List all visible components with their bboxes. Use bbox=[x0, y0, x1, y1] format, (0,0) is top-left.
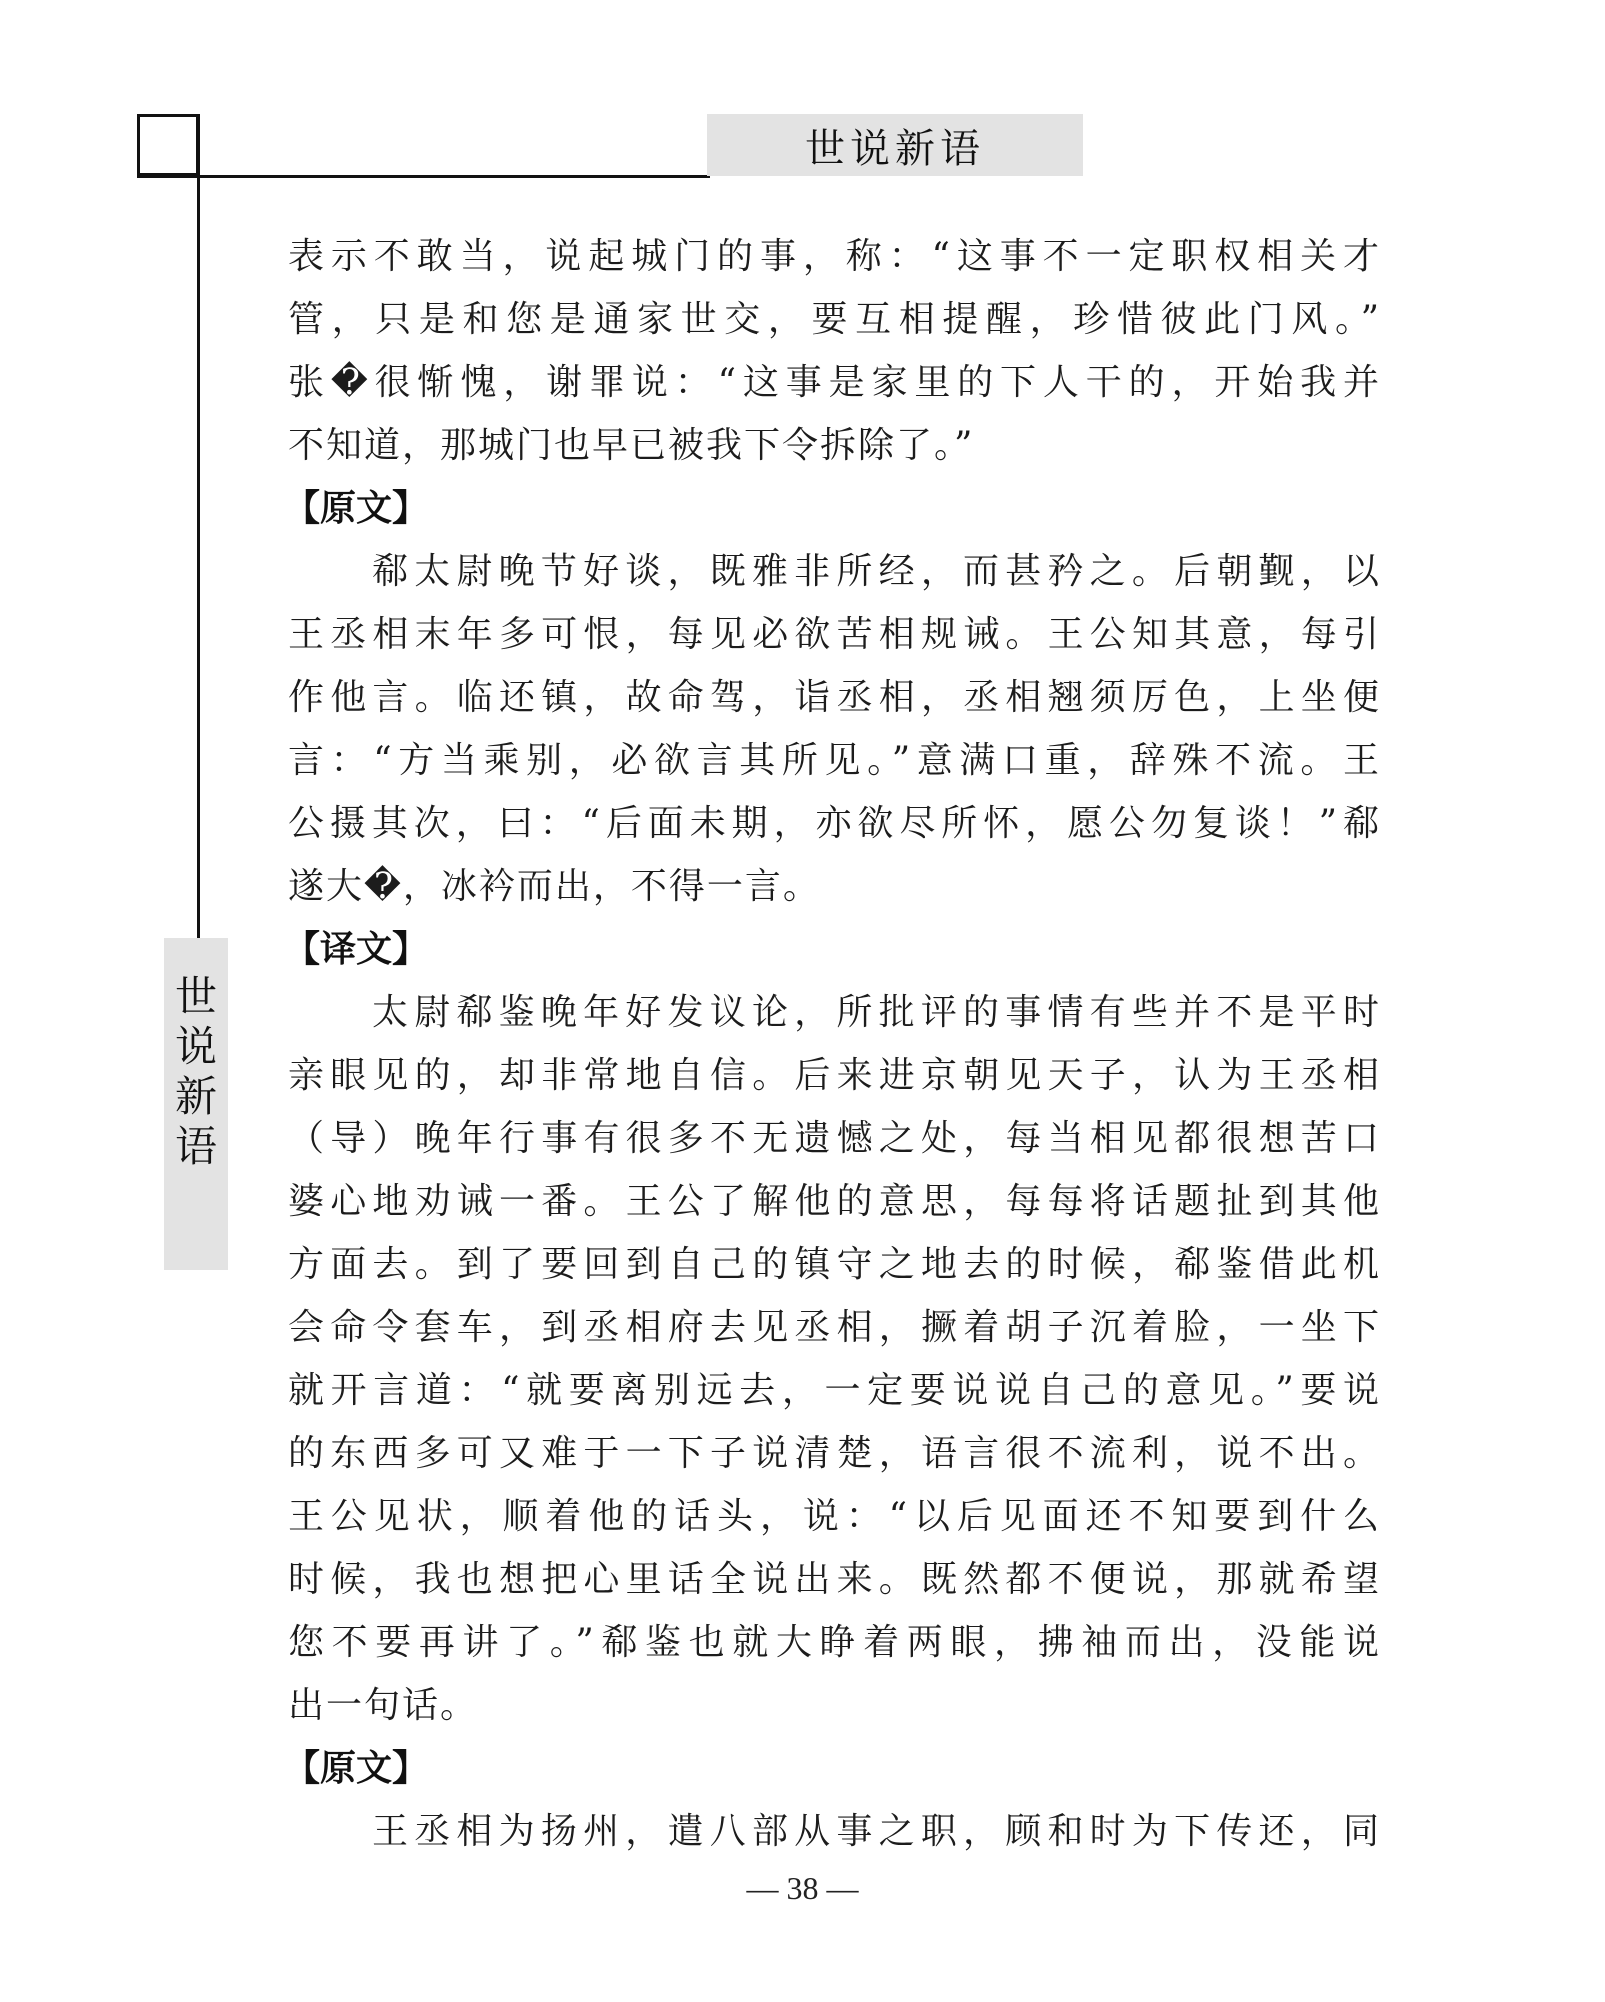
side-tab-book-title bbox=[164, 938, 228, 1270]
text-line: 表示不敢当，说起城门的事，称：“这事不一定职权相关才 bbox=[288, 236, 1380, 277]
text-line: 亲眼见的，却非常地自信。后来进京朝见天子，认为王丞相 bbox=[288, 1055, 1380, 1096]
side-tab-char: 新 bbox=[174, 1072, 217, 1121]
text-line: 就开言道：“就要离别远去，一定要说说自己的意见。”要说 bbox=[288, 1370, 1380, 1411]
side-tab-char: 语 bbox=[174, 1122, 217, 1171]
text-line: 张�很惭愧，谢罪说：“这事是家里的下人干的，开始我并 bbox=[288, 362, 1380, 403]
text-line: （导）晚年行事有很多不无遗憾之处，每当相见都很想苦口 bbox=[288, 1118, 1380, 1159]
text-line: 遂大�，冰衿而出，不得一言。 bbox=[288, 866, 821, 907]
spine-line bbox=[197, 114, 200, 944]
header-rule bbox=[137, 175, 710, 178]
text-line: 您不要再讲了。”郗鉴也就大睁着两眼，拂袖而出，没能说 bbox=[288, 1622, 1380, 1663]
text-line: 王丞相为扬州，遣八部从事之职，顾和时为下传还，同 bbox=[372, 1811, 1380, 1852]
text-line: 管，只是和您是通家世交，要互相提醒，珍惜彼此门风。” bbox=[288, 299, 1380, 340]
section-heading-translation: 【译文】 bbox=[284, 929, 429, 970]
body-text bbox=[284, 225, 1380, 1863]
text-line: 太尉郗鉴晚年好发议论，所批评的事情有些并不是平时 bbox=[372, 992, 1380, 1033]
corner-ornament-box bbox=[137, 114, 199, 176]
text-line: 方面去。到了要回到自己的镇守之地去的时候，郗鉴借此机 bbox=[288, 1244, 1380, 1285]
page-number: — 38 — bbox=[746, 1870, 859, 1906]
text-line: 的东西多可又难于一下子说清楚，语言很不流利，说不出。 bbox=[288, 1433, 1380, 1474]
text-line: 言：“方当乘别，必欲言其所见。”意满口重，辞殊不流。王 bbox=[288, 740, 1380, 781]
text-line: 婆心地劝诫一番。王公了解他的意思，每每将话题扯到其他 bbox=[288, 1181, 1380, 1222]
text-line: 时候，我也想把心里话全说出来。既然都不便说，那就希望 bbox=[288, 1559, 1380, 1600]
text-line: 出一句话。 bbox=[288, 1685, 479, 1726]
text-line: 作他言。临还镇，故命驾，诣丞相，丞相翘须厉色，上坐便 bbox=[288, 677, 1380, 718]
text-line: 不知道，那城门也早已被我下令拆除了。” bbox=[288, 425, 975, 466]
text-line: 公摄其次，曰：“后面未期，亦欲尽所怀，愿公勿复谈！”郗 bbox=[288, 803, 1380, 844]
text-line: 王丞相末年多可恨，每见必欲苦相规诫。王公知其意，每引 bbox=[288, 614, 1380, 655]
text-line: 郗太尉晚节好谈，既雅非所经，而甚矜之。后朝觐，以 bbox=[372, 551, 1380, 592]
running-header-title: 世说新语 bbox=[707, 114, 1083, 176]
section-heading-original: 【原文】 bbox=[284, 488, 429, 529]
section-heading-original: 【原文】 bbox=[284, 1748, 429, 1789]
side-tab-char: 世 bbox=[174, 972, 217, 1021]
text-line: 会命令套车，到丞相府去见丞相，撅着胡子沉着脸，一坐下 bbox=[288, 1307, 1380, 1348]
side-tab-char: 说 bbox=[174, 1022, 217, 1071]
text-line: 王公见状，顺着他的话头，说：“以后见面还不知要到什么 bbox=[288, 1496, 1380, 1537]
